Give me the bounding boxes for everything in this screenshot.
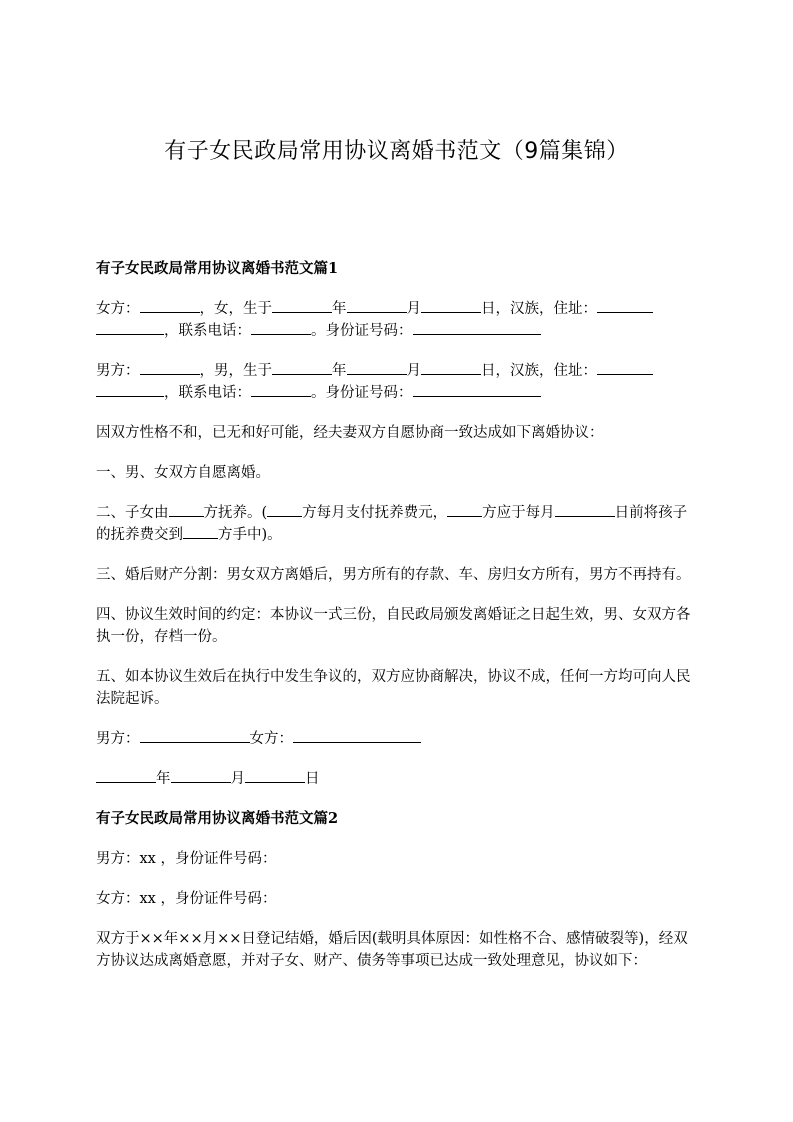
blank-field: [347, 360, 407, 375]
blank-field: [421, 298, 481, 313]
blank-field: [447, 502, 482, 517]
blank-field: [421, 360, 481, 375]
blank-field: [140, 298, 200, 313]
blank-field: [140, 728, 250, 743]
blank-field: [267, 502, 302, 517]
intro-paragraph-2: 双方于××年××月××日登记结婚，婚后因(载明具体原因：如性格不合、感情破裂等)，经双方协议达成离婚意愿，并对子女、财产、债务等事项已达成一致处理意见，协议如下：: [96, 931, 688, 969]
section-heading: 有子女民政局常用协议离婚书范文篇2: [96, 810, 339, 827]
signature-line: 男方： 女方：: [96, 728, 696, 750]
blank-field: [413, 320, 541, 335]
blank-field: [597, 360, 653, 375]
blank-field: [140, 360, 200, 375]
blank-field: [96, 382, 164, 397]
blank-field: [171, 768, 231, 783]
blank-field: [251, 320, 311, 335]
blank-field: [183, 524, 218, 539]
blank-field: [96, 320, 164, 335]
woman-info-paragraph: 女方： ，女，生于 年 月 日，汉族，住址： ，联系电话： 。身份证号码：: [96, 298, 696, 342]
blank-field: [597, 298, 653, 313]
clause-3: 三、婚后财产分割：男女双方离婚后，男方所有的存款、车、房归女方所有，男方不再持有。: [96, 567, 691, 583]
clause-4: 四、协议生效时间的约定：本协议一式三份，自民政局颁发离婚证之日起生效，男、女双方各执一份，存档一份。: [96, 607, 691, 645]
blank-field: [347, 298, 407, 313]
date-line: 年 月 日: [96, 768, 696, 790]
blank-field: [293, 728, 421, 743]
man-info-paragraph: 男方： ，男，生于 年 月 日，汉族，住址： ，联系电话： 。身份证号码：: [96, 360, 696, 404]
intro-paragraph: 因双方性格不和，已无和好可能，经夫妻双方自愿协商一致达成如下离婚协议：: [96, 425, 604, 441]
section-heading: 有子女民政局常用协议离婚书范文篇1: [96, 260, 339, 277]
man-id-line: 男方：xx ，身份证件号码：: [96, 851, 277, 867]
blank-field: [251, 382, 311, 397]
blank-field: [169, 502, 204, 517]
clause-1: 一、男、女双方自愿离婚。: [96, 465, 270, 481]
blank-field: [555, 502, 615, 517]
blank-field: [413, 382, 541, 397]
clause-2: 二、子女由 方抚养。( 方每月支付抚养费元， 方应于每月 日前将孩子的抚养费交到 方手中)。: [96, 502, 696, 546]
clause-5: 五、如本协议生效后在执行中发生争议的，双方应协商解决，协议不成，任何一方均可向人民法院起诉。: [96, 669, 691, 707]
blank-field: [272, 360, 332, 375]
document-body: [96, 258, 696, 990]
woman-id-line: 女方：xx ，身份证件号码：: [96, 891, 277, 907]
document-title: 有子女民政局常用协议离婚书范文（9篇集锦）: [164, 139, 629, 164]
blank-field: [96, 768, 156, 783]
blank-field: [272, 298, 332, 313]
blank-field: [245, 768, 305, 783]
